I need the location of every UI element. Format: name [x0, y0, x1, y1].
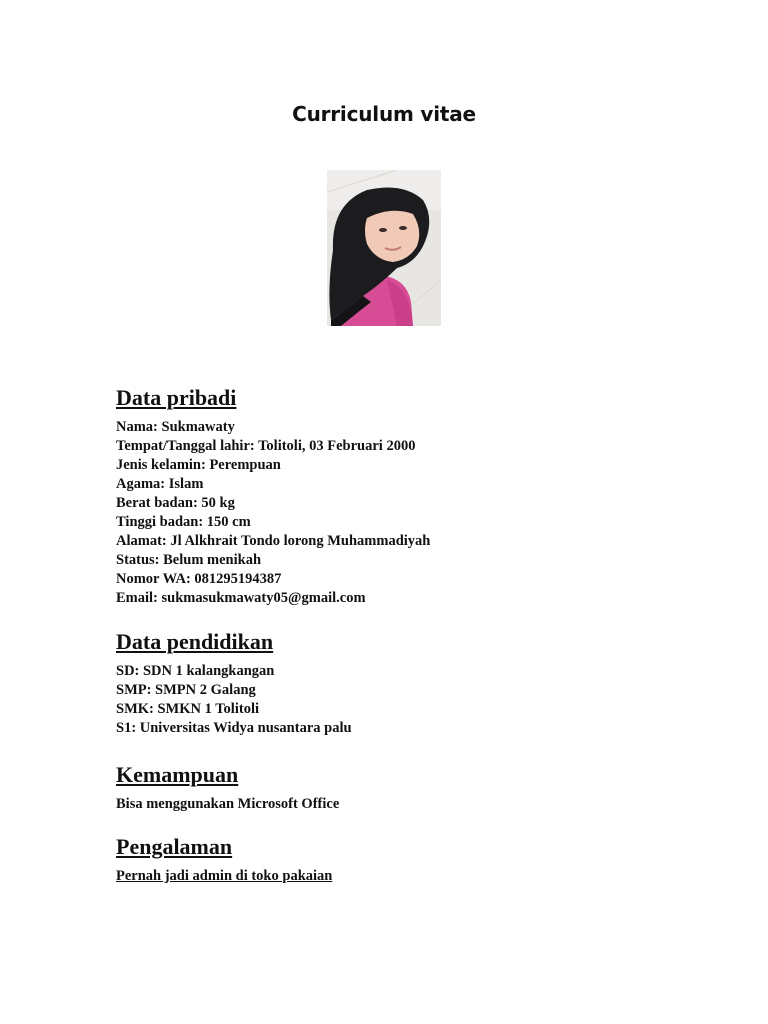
- section-kemampuan: [116, 761, 716, 814]
- section-data-pribadi: [116, 384, 716, 608]
- profile-photo: [327, 170, 441, 326]
- section-data-pendidikan: [116, 628, 716, 738]
- detail-line: S1: Universitas Widya nusantara palu: [116, 720, 352, 736]
- detail-line: SMK: SMKN 1 Tolitoli: [116, 701, 260, 717]
- section-heading: Kemampuan: [116, 762, 239, 787]
- detail-line: Tinggi badan: 150 cm: [116, 514, 251, 530]
- section-heading: Data pendidikan: [116, 629, 274, 654]
- section-heading: Pengalaman: [116, 834, 233, 859]
- detail-line: Status: Belum menikah: [116, 552, 262, 568]
- document-title: Curriculum vitae: [292, 102, 476, 126]
- detail-line: Berat badan: 50 kg: [116, 495, 235, 511]
- section-heading: Data pribadi: [116, 385, 237, 410]
- detail-list: [116, 662, 716, 738]
- detail-line: Pernah jadi admin di toko pakaian: [116, 868, 333, 884]
- detail-line: Agama: Islam: [116, 476, 204, 492]
- cv-content: [116, 384, 716, 906]
- section-pengalaman: [116, 833, 716, 886]
- detail-line: SD: SDN 1 kalangkangan: [116, 663, 275, 679]
- detail-list: [116, 418, 716, 608]
- detail-line: Tempat/Tanggal lahir: Tolitoli, 03 Februari 2000: [116, 438, 416, 454]
- detail-line: Nama: Sukmawaty: [116, 419, 235, 435]
- detail-line: Bisa menggunakan Microsoft Office: [116, 796, 340, 812]
- detail-line: SMP: SMPN 2 Galang: [116, 682, 256, 698]
- detail-line: Jenis kelamin: Perempuan: [116, 457, 281, 473]
- detail-line: Email: sukmasukmawaty05@gmail.com: [116, 590, 366, 606]
- detail-list: [116, 867, 716, 886]
- detail-list: [116, 795, 716, 814]
- detail-line: Nomor WA: 081295194387: [116, 571, 282, 587]
- detail-line: Alamat: Jl Alkhrait Tondo lorong Muhammadiyah: [116, 533, 431, 549]
